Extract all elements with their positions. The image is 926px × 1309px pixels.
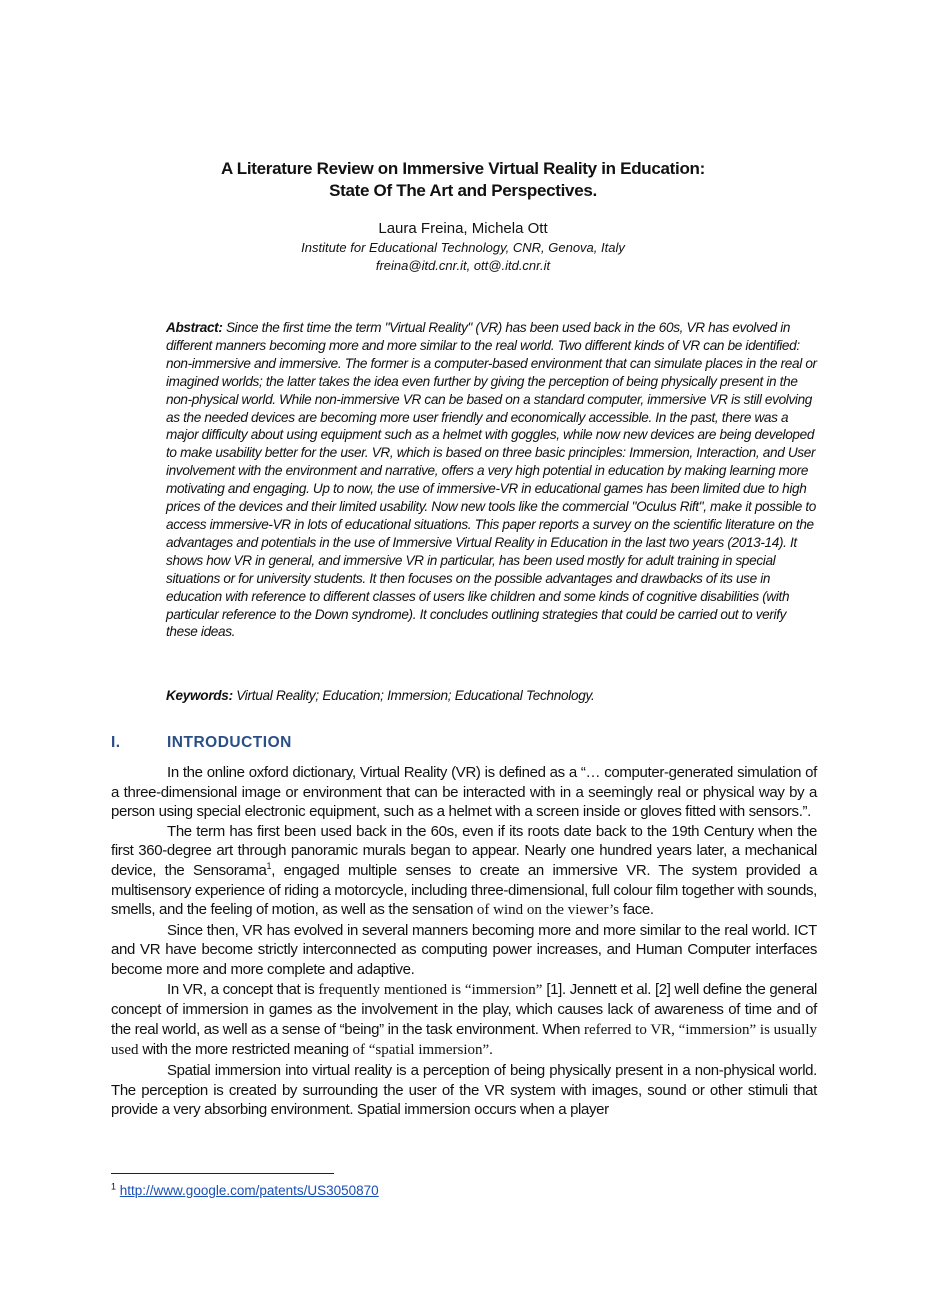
paragraph-2-part-b: , engaged multiple senses to create an immersive VR. The system provided a multisensory experience of riding a motorcycle, including three-dimensional, full colour film together with sounds, smells, and the feeling of motion, as well as the sensation [111, 861, 817, 919]
abstract-label: Abstract: [166, 320, 223, 335]
paragraph-5: Spatial immersion into virtual reality is a perception of being physically present in a non-physical world. The perception is created by surrounding the user of the VR system with images, sound or other stimuli that provide a very absorbing environment. Spatial immersion occurs when a player [111, 1061, 817, 1119]
footnote-divider [111, 1173, 334, 1174]
paragraph-4-part-e: with the more restricted meaning [138, 1041, 353, 1059]
section-number: I. [111, 734, 121, 751]
paper-title-line-2: State Of The Art and Perspectives. [329, 181, 597, 200]
section-heading [111, 734, 292, 752]
paragraph-2-part-d: face. [619, 901, 654, 919]
keywords-label: Keywords: [166, 688, 233, 703]
abstract [166, 319, 818, 641]
paragraph-4-part-f: of “spatial immersion”. [352, 1042, 493, 1059]
paragraph-4-part-c: [1]. Jennett et al. [2] well define the general concept of immersion in games as the involvement in the play, which causes lack of awareness of time and of the real world, as well as a sense of “being” in the task environment. When [111, 980, 817, 1038]
paragraph-2 [111, 822, 817, 921]
paragraph-4-part-d: referred to VR, “immersion” is usually used [111, 1021, 817, 1059]
authors: Laura Freina, Michela Ott [378, 220, 548, 237]
body-text [111, 763, 817, 1120]
footnote-marker: 1 [266, 860, 272, 871]
abstract-text: Since the first time the term "Virtual Reality" (VR) has been used back in the 60s, VR has evolved in different manners becoming more and more similar to the real world. Two different kinds of VR can be identified: non-immersive and immersive. The former is a computer-based environment that can simulate places in the real or imagined worlds; the latter takes the idea even further by giving the perception of being physically present in the non-physical world. While non-immersive VR can be based on a standard computer, immersive VR is still evolving as the needed devices are becoming more user friendly and economically accessible. In the past, there was a major difficulty about using equipment such as a helmet with goggles, while now new devices are being developed to make usability better for the user. VR, which is based on three basic principles: Immersion, Interaction, and User involvement with the environment and narrative, offers a very high potential in education by making learning more motivating and engaging. Up to now, the use of immersive-VR in educational games has been limited due to high prices of the devices and their limited usability. Now new tools like the commercial "Oculus Rift", make it possible to access immersive-VR in lots of educational situations. This paper reports a survey on the scientific literature on the advantages and potentials in the use of Immersive Virtual Reality in Education in the last two years (2013-14). It shows how VR in general, and immersive VR in particular, has been used mostly for adult training in special situations or for university students. It then focuses on the possible advantages and drawbacks of its use in education with reference to different classes of users like children and some kinds of cognitive disabilities (with particular reference to the Down syndrome). It concludes outlining strategies that could be carried out to verify these ideas. [166, 320, 817, 640]
paragraph-2-part-c: of wind on the viewer’s [476, 902, 620, 919]
section-title: INTRODUCTION [167, 734, 292, 751]
author-emails: freina@itd.cnr.it, ott@.itd.cnr.it [375, 258, 551, 273]
paragraph-4 [111, 980, 817, 1061]
paragraph-2-part-a: The term has first been used back in the 60s, even if its roots date back to the 19th Century when the first 360-degree art through panoramic murals began to appear. Nearly one hundred years later, a mechanical device, the Sensorama [111, 822, 817, 879]
paragraph-1: In the online oxford dictionary, Virtual Reality (VR) is defined as a “… computer-generated simulation of a three-dimensional image or environment that can be interacted with in a seemingly real or physical way by a person using special electronic equipment, such as a helmet with a screen inside or gloves fitted with sensors.”. [111, 764, 817, 821]
footnote-number: 1 [111, 1181, 117, 1192]
keywords-text: Virtual Reality; Education; Immersion; Educational Technology. [236, 688, 595, 703]
paragraph-4-part-b: frequently mentioned is “immersion” [318, 981, 543, 998]
paragraph-3: Since then, VR has evolved in several manners becoming more and more similar to the real world. ICT and VR have become strictly interconnected as computing power increases, and Human Computer interfaces become more and more complete and adaptive. [111, 921, 817, 978]
paper-title-line-1: A Literature Review on Immersive Virtual Reality in Education: [221, 159, 705, 178]
paragraph-4-part-a: In VR, a concept that is [167, 980, 319, 998]
keywords [166, 688, 818, 703]
affiliation: Institute for Educational Technology, CNR, Genova, Italy [301, 240, 625, 255]
footnote-link[interactable]: http://www.google.com/patents/US3050870 [119, 1183, 379, 1198]
footnote [111, 1183, 379, 1198]
